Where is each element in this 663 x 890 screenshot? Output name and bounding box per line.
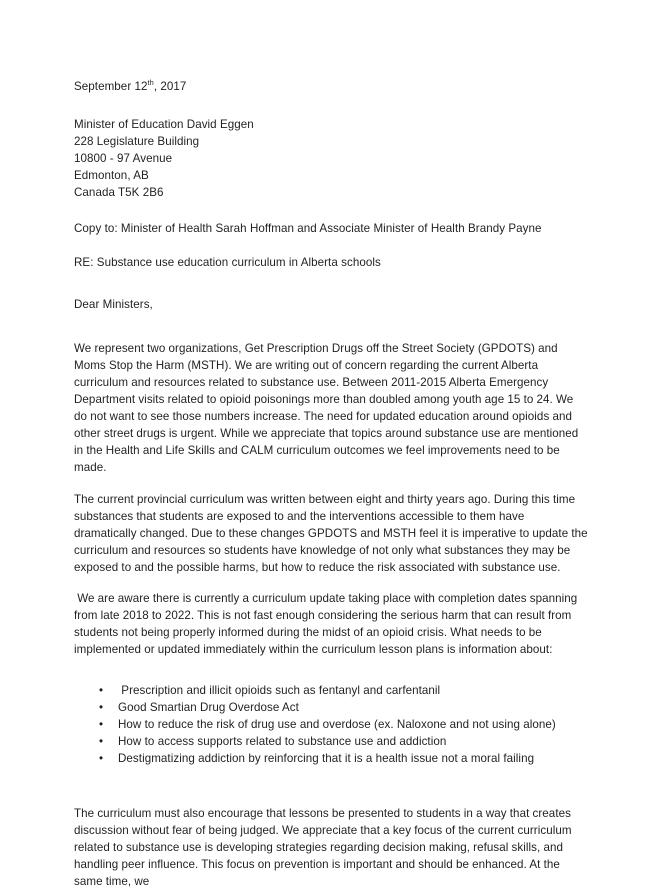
list-item (74, 733, 588, 750)
date-ordinal-suffix: th (147, 78, 154, 88)
date-year: , 2017 (153, 80, 187, 93)
address-line: Edmonton, AB (74, 169, 149, 182)
letter-date (74, 78, 588, 95)
bullet-icon: • (99, 718, 104, 731)
list-item (74, 750, 588, 767)
body-paragraph-4: The curriculum must also encourage that lessons be presented to students in a way that creates discussion without fear of being judged. We appreciate that a key focus of the current curriculum related to substance use is developing strategies regarding decision making, refusal skills, and handling peer influence. This focus on prevention is important and should be enhanced. At the same time, we (74, 807, 575, 888)
copy-to-line: Copy to: Minister of Health Sarah Hoffman and Associate Minister of Health Brandy Payne (74, 222, 542, 235)
salutation: Dear Ministers, (74, 298, 153, 311)
list-item-label: How to access supports related to substance use and addiction (118, 735, 447, 748)
list-item-label: Prescription and illicit opioids such as fentanyl and carfentanil (118, 684, 441, 697)
list-item (74, 699, 588, 716)
list-item (74, 682, 588, 699)
address-line: 228 Legislature Building (74, 135, 200, 148)
body-paragraph-1: We represent two organizations, Get Prescription Drugs off the Street Society (GPDOTS) and Moms Stop the Harm (MSTH). We are writing out of concern regarding the current Alberta curriculum and resources related to substance use. Between 2011-2015 Alberta Emergency Department visits related to opioid poisonings more than doubled among youth age 15 to 24. We do not want to see those numbers increase. The need for updated education around opioids and other street drugs is urgent. While we appreciate that topics around substance use are mentioned in the Health and Life Skills and CALM curriculum outcomes we feel improvements need to be made. (74, 342, 582, 474)
body-paragraph-3: We are aware there is currently a curriculum update taking place with completion dates spanning from late 2018 to 2022. This is not fast enough considering the serious harm that can result from students not being properly informed during the midst of an opioid crisis. What needs to be implemented or updated immediately within the curriculum lesson plans is information about: (74, 592, 581, 656)
letter-body (74, 78, 591, 890)
list-item-label: Good Smartian Drug Overdose Act (118, 701, 299, 714)
body-paragraph-2: The current provincial curriculum was written between eight and thirty years ago. During this time substances that students are exposed to and the interventions accessible to them have dramatically changed. Due to these changes GPDOTS and MSTH feel it is imperative to update the curriculum and resources so students have knowledge of not only what substances they may be exposed to and the possible harms, but how to reduce the risk associated with substance use. (74, 493, 591, 574)
address-line: 10800 - 97 Avenue (74, 152, 173, 165)
list-item (74, 716, 588, 733)
address-line: Canada T5K 2B6 (74, 186, 164, 199)
bullet-icon: • (99, 752, 104, 765)
requirements-bullet-list (74, 682, 588, 767)
subject-line: RE: Substance use education curriculum in Alberta schools (74, 256, 381, 269)
bullet-icon: • (99, 701, 104, 714)
bullet-icon: • (99, 735, 104, 748)
address-line: Minister of Education David Eggen (74, 118, 254, 131)
bullet-icon: • (99, 684, 104, 697)
list-item-label: Destigmatizing addiction by reinforcing that it is a health issue not a moral failing (118, 752, 535, 765)
date-month-day: September 12 (74, 80, 148, 93)
recipient-address-block (74, 116, 588, 201)
list-item-label: How to reduce the risk of drug use and overdose (ex. Naloxone and not using alone) (118, 718, 556, 731)
